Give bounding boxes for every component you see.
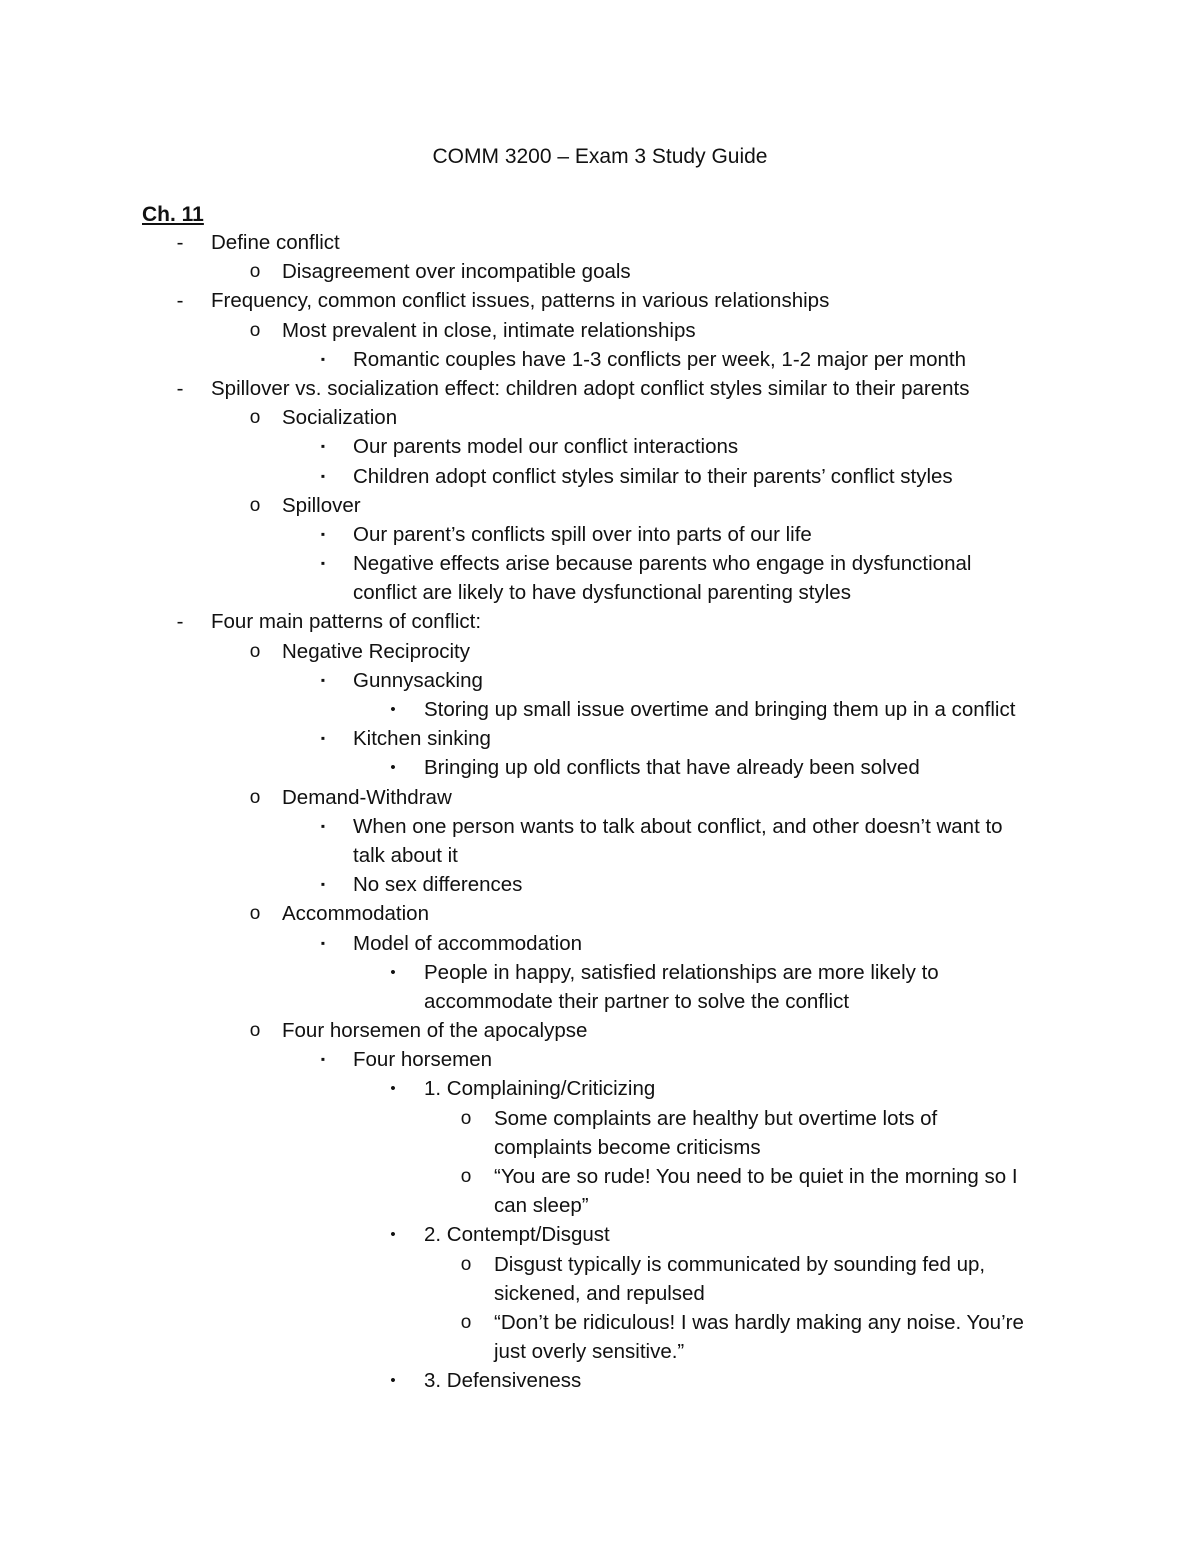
outline-text: accommodate their partner to solve the conflict: [424, 989, 850, 1013]
bullet-level2-icon: o: [249, 903, 261, 925]
outline-line: [0, 1104, 1200, 1133]
outline-line: [0, 491, 1200, 520]
outline-text: Kitchen sinking: [353, 727, 491, 751]
outline-text: Children adopt conflict styles similar to their parents’ conflict styles: [353, 464, 953, 488]
outline-text: Some complaints are healthy but overtime lots of: [494, 1106, 938, 1130]
bullet-level2-icon: o: [249, 494, 261, 516]
bullet-level5-icon: o: [460, 1253, 472, 1275]
bullet-level3-icon: ▪: [320, 556, 326, 571]
outline-line: [0, 345, 1200, 374]
outline-line: [0, 1045, 1200, 1074]
bullet-level3-icon: ▪: [320, 439, 326, 454]
study-guide-outline: [0, 228, 1200, 1396]
bullet-level3-icon: ▪: [320, 818, 326, 833]
outline-text: Four horsemen of the apocalypse: [282, 1019, 588, 1043]
outline-line: [0, 549, 1200, 578]
outline-line: [0, 403, 1200, 432]
bullet-level2-icon: o: [249, 640, 261, 662]
outline-line: [0, 724, 1200, 753]
outline-line: [0, 607, 1200, 636]
outline-text: Romantic couples have 1-3 conflicts per week, 1-2 major per month: [353, 347, 967, 371]
outline-text: “Don’t be ridiculous! I was hardly making any noise. You’re: [494, 1310, 1024, 1334]
outline-text: just overly sensitive.”: [494, 1340, 685, 1364]
bullet-level5-icon: o: [460, 1166, 472, 1187]
bullet-level2-icon: o: [249, 407, 261, 429]
outline-text: Disgust typically is communicated by sounding fed up,: [494, 1252, 986, 1276]
outline-line: [0, 286, 1200, 315]
outline-line: [0, 870, 1200, 899]
outline-line: [0, 1074, 1200, 1103]
bullet-level2-icon: o: [249, 319, 261, 341]
outline-line: [0, 578, 1200, 607]
outline-text: Accommodation: [282, 902, 429, 926]
outline-text: Demand-Withdraw: [282, 785, 452, 809]
outline-text: 2. Contempt/Disgust: [424, 1223, 610, 1247]
outline-text: Model of accommodation: [353, 931, 583, 955]
outline-line: [0, 316, 1200, 345]
outline-text: Spillover vs. socialization effect: children adopt conflict styles similar to their parents: [211, 376, 970, 400]
bullet-level1-icon: -: [176, 231, 184, 254]
outline-text: No sex differences: [353, 873, 523, 897]
outline-text: Disagreement over incompatible goals: [282, 260, 631, 284]
bullet-level3-icon: ▪: [320, 351, 326, 366]
bullet-level4-icon: •: [390, 1080, 396, 1098]
outline-text: Our parent’s conflicts spill over into parts of our life: [353, 522, 812, 546]
outline-line: [0, 812, 1200, 841]
bullet-level1-icon: -: [176, 610, 184, 634]
outline-text: Negative effects arise because parents who engage in dysfunctional: [353, 552, 972, 576]
outline-line: [0, 695, 1200, 724]
chapter-heading: Ch. 11: [142, 203, 204, 226]
bullet-level3-icon: ▪: [320, 1052, 326, 1067]
outline-line: [0, 462, 1200, 491]
outline-text: 1. Complaining/Criticizing: [424, 1077, 656, 1101]
outline-text: conflict are likely to have dysfunctional parenting styles: [353, 581, 851, 605]
bullet-level5-icon: o: [460, 1311, 472, 1333]
bullet-level2-icon: o: [249, 1020, 261, 1042]
outline-text: Most prevalent in close, intimate relationships: [282, 318, 696, 342]
outline-line: [0, 753, 1200, 782]
outline-text: Storing up small issue overtime and bringing them up in a conflict: [424, 698, 1016, 721]
outline-line: [0, 1016, 1200, 1045]
outline-text: sickened, and repulsed: [494, 1281, 705, 1305]
outline-line: [0, 958, 1200, 987]
outline-line: [0, 1308, 1200, 1337]
outline-line: [0, 1191, 1200, 1220]
outline-line: [0, 1162, 1200, 1191]
outline-line: [0, 1366, 1200, 1395]
bullet-level1-icon: -: [176, 289, 184, 313]
bullet-level3-icon: ▪: [320, 672, 326, 687]
outline-line: [0, 432, 1200, 461]
bullet-level3-icon: ▪: [320, 526, 326, 541]
bullet-level1-icon: -: [176, 376, 184, 400]
bullet-level4-icon: •: [390, 1372, 396, 1390]
outline-text: Define conflict: [211, 231, 340, 254]
outline-text: 3. Defensiveness: [424, 1369, 582, 1393]
document-title: COMM 3200 – Exam 3 Study Guide: [432, 145, 768, 168]
outline-line: [0, 1337, 1200, 1366]
outline-text: Frequency, common conflict issues, patterns in various relationships: [211, 289, 830, 313]
outline-line: [0, 987, 1200, 1016]
outline-text: Bringing up old conflicts that have already been solved: [424, 756, 920, 780]
outline-text: Our parents model our conflict interactions: [353, 435, 739, 459]
bullet-level3-icon: ▪: [320, 731, 326, 746]
outline-line: [0, 899, 1200, 928]
outline-line: [0, 1250, 1200, 1279]
bullet-level2-icon: o: [249, 786, 261, 808]
outline-line: [0, 228, 1200, 257]
outline-line: [0, 666, 1200, 695]
outline-line: [0, 1133, 1200, 1162]
outline-text: Spillover: [282, 493, 361, 517]
bullet-level4-icon: •: [390, 701, 396, 718]
outline-text: Gunnysacking: [353, 668, 483, 692]
outline-line: [0, 637, 1200, 666]
outline-line: [0, 1220, 1200, 1249]
outline-text: “You are so rude! You need to be quiet in the morning so I: [494, 1165, 1018, 1188]
bullet-level4-icon: •: [390, 759, 396, 777]
outline-line: [0, 374, 1200, 403]
bullet-level3-icon: ▪: [320, 935, 326, 950]
outline-line: [0, 841, 1200, 870]
outline-text: Negative Reciprocity: [282, 639, 470, 663]
bullet-level5-icon: o: [460, 1107, 472, 1129]
bullet-level4-icon: •: [390, 963, 396, 981]
outline-line: [0, 929, 1200, 958]
outline-text: Socialization: [282, 406, 398, 430]
outline-text: Four horsemen: [353, 1048, 493, 1072]
outline-text: Four main patterns of conflict:: [211, 610, 482, 634]
bullet-level3-icon: ▪: [320, 468, 326, 483]
outline-text: complaints become criticisms: [494, 1135, 761, 1159]
bullet-level3-icon: ▪: [320, 877, 326, 892]
outline-line: [0, 257, 1200, 286]
outline-text: When one person wants to talk about conflict, and other doesn’t want to: [353, 814, 1003, 838]
outline-text: talk about it: [353, 843, 458, 867]
outline-line: [0, 783, 1200, 812]
outline-line: [0, 1279, 1200, 1308]
outline-text: can sleep”: [494, 1194, 589, 1218]
bullet-level2-icon: o: [249, 261, 261, 283]
bullet-level4-icon: •: [390, 1226, 396, 1244]
outline-line: [0, 520, 1200, 549]
outline-text: People in happy, satisfied relationships are more likely to: [424, 960, 939, 984]
